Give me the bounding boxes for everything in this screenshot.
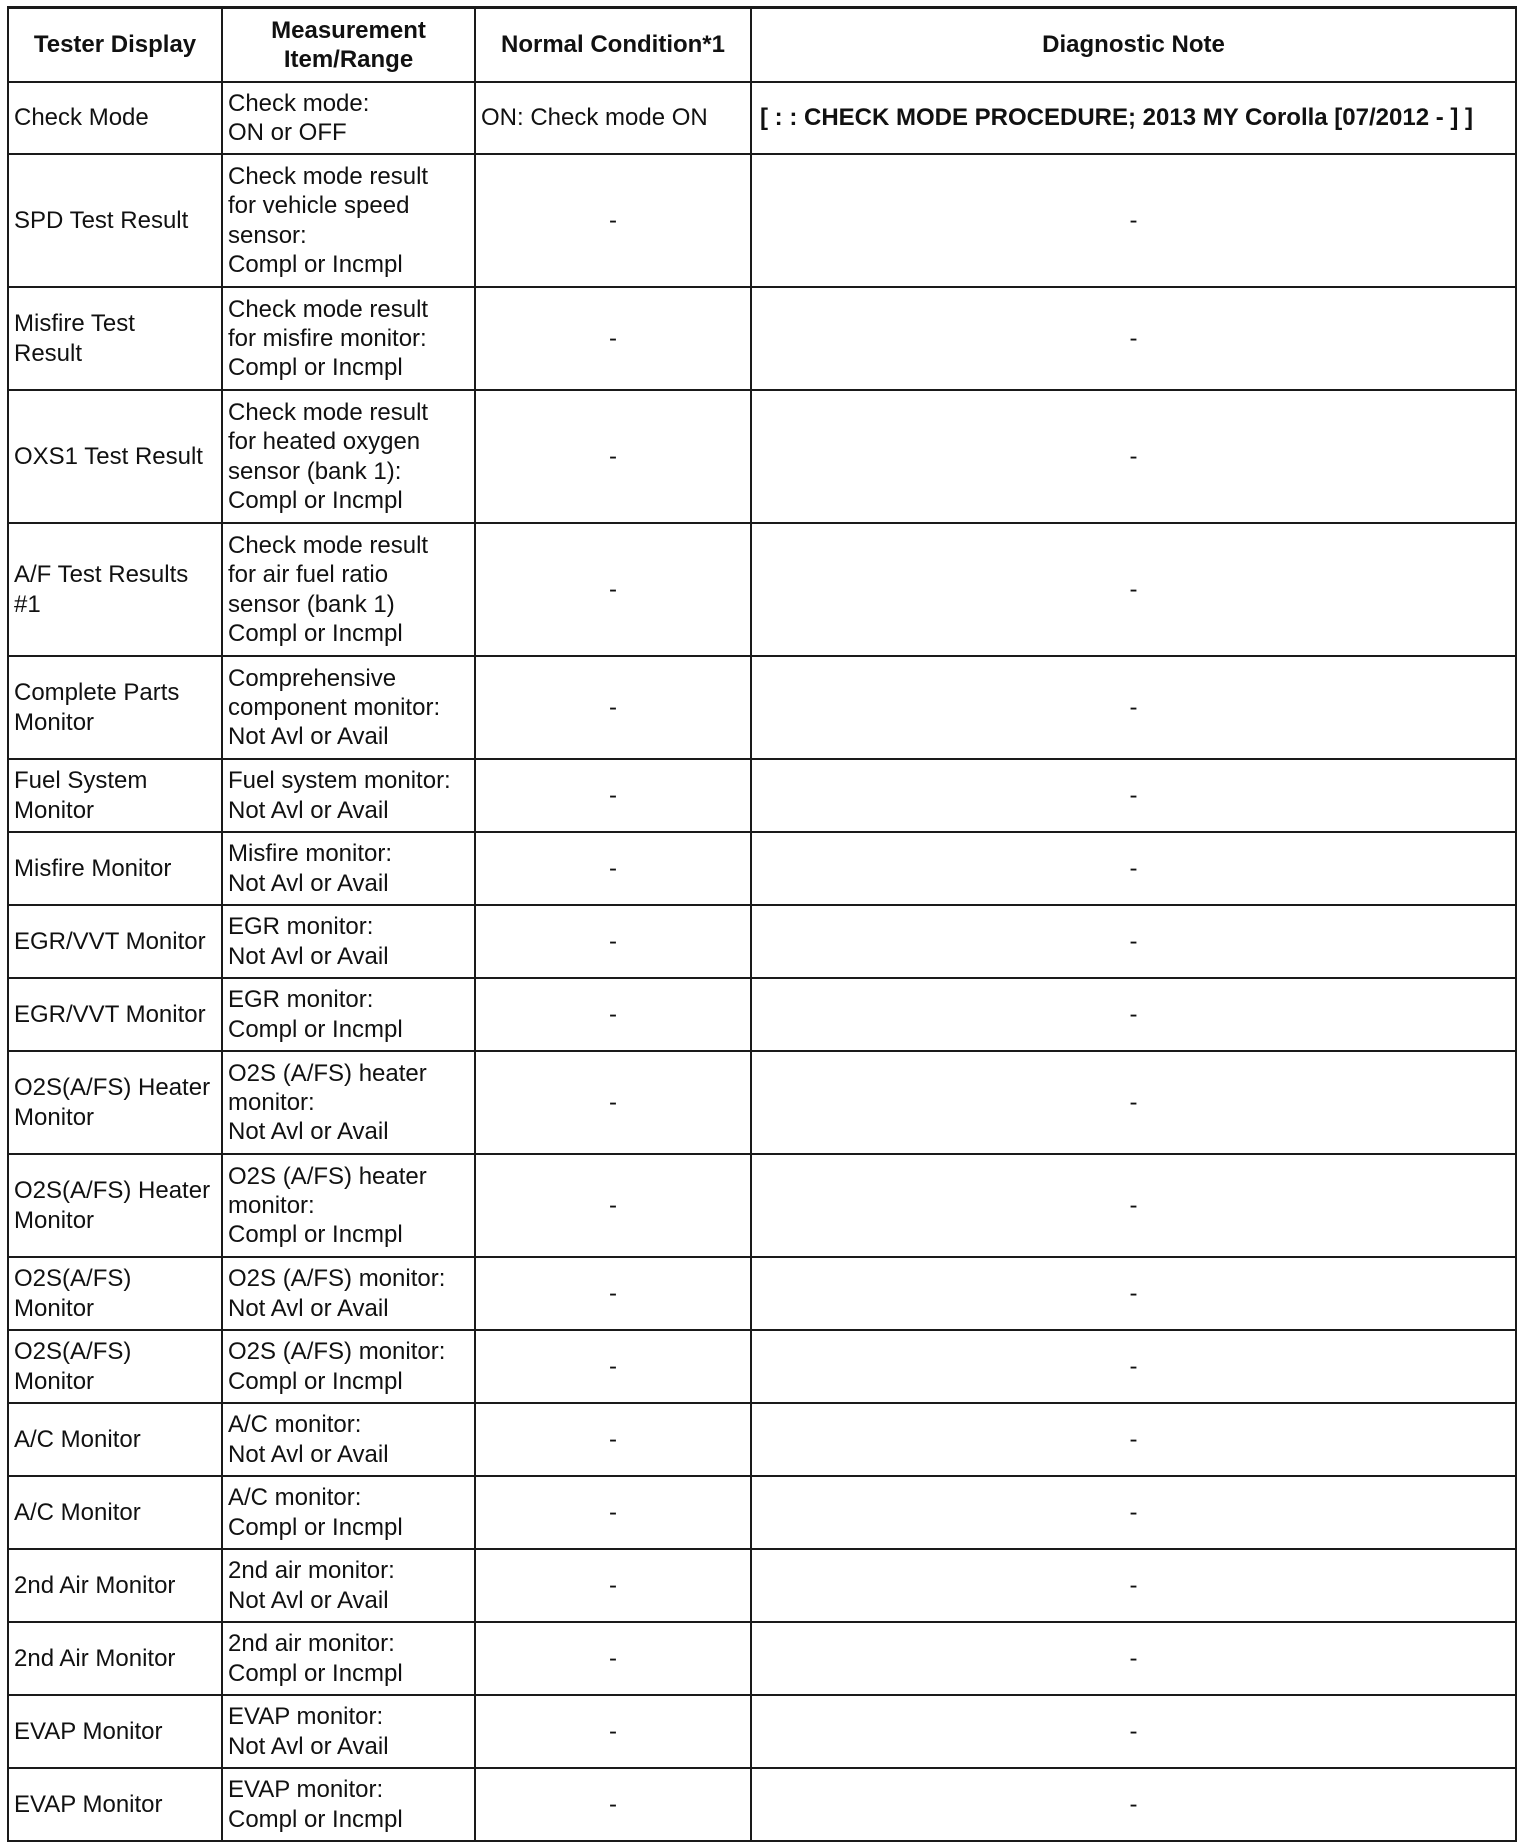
diagnostic-data-table	[7, 6, 1517, 1842]
table-row	[8, 82, 1516, 154]
cell-tester-display: EGR/VVT Monitor	[8, 978, 222, 1051]
cell-normal-condition: -	[475, 1330, 751, 1403]
table-row	[8, 1768, 1516, 1841]
cell-diagnostic-note: -	[751, 1768, 1516, 1841]
cell-tester-display: 2nd Air Monitor	[8, 1622, 222, 1695]
cell-normal-condition: -	[475, 1257, 751, 1330]
cell-measurement: O2S (A/FS) heater monitor: Not Avl or Avail	[222, 1051, 475, 1154]
cell-diagnostic-note: -	[751, 390, 1516, 523]
cell-measurement: Check mode result for misfire monitor: Compl or Incmpl	[222, 287, 475, 390]
table-row	[8, 1051, 1516, 1154]
cell-normal-condition: -	[475, 390, 751, 523]
table-row	[8, 390, 1516, 523]
cell-measurement: Misfire monitor: Not Avl or Avail	[222, 832, 475, 905]
cell-tester-display: Complete Parts Monitor	[8, 656, 222, 759]
cell-normal-condition: -	[475, 978, 751, 1051]
table-row	[8, 1476, 1516, 1549]
cell-normal-condition: -	[475, 1622, 751, 1695]
cell-diagnostic-note: -	[751, 1051, 1516, 1154]
table-row	[8, 287, 1516, 390]
cell-normal-condition: -	[475, 287, 751, 390]
cell-measurement: EVAP monitor: Compl or Incmpl	[222, 1768, 475, 1841]
cell-diagnostic-note: -	[751, 1695, 1516, 1768]
cell-measurement: EGR monitor: Not Avl or Avail	[222, 905, 475, 978]
table-row	[8, 1403, 1516, 1476]
cell-normal-condition: -	[475, 1476, 751, 1549]
cell-normal-condition: -	[475, 1695, 751, 1768]
table-row	[8, 905, 1516, 978]
table-row	[8, 154, 1516, 287]
cell-diagnostic-note: -	[751, 523, 1516, 656]
header-tester-display: Tester Display	[8, 8, 222, 83]
cell-tester-display: O2S(A/FS) Monitor	[8, 1257, 222, 1330]
cell-normal-condition: -	[475, 523, 751, 656]
table-row	[8, 759, 1516, 832]
cell-diagnostic-note: -	[751, 656, 1516, 759]
table-row	[8, 1695, 1516, 1768]
cell-tester-display: A/C Monitor	[8, 1403, 222, 1476]
table-row	[8, 1330, 1516, 1403]
cell-tester-display: O2S(A/FS) Heater Monitor	[8, 1154, 222, 1257]
cell-measurement: O2S (A/FS) heater monitor: Compl or Incmpl	[222, 1154, 475, 1257]
cell-measurement: Comprehensive component monitor: Not Avl or Avail	[222, 656, 475, 759]
cell-tester-display: Misfire Test Result	[8, 287, 222, 390]
cell-tester-display: O2S(A/FS) Monitor	[8, 1330, 222, 1403]
cell-tester-display: A/C Monitor	[8, 1476, 222, 1549]
table-row	[8, 1549, 1516, 1622]
table-row	[8, 832, 1516, 905]
table-row	[8, 978, 1516, 1051]
cell-normal-condition: -	[475, 1549, 751, 1622]
cell-normal-condition: -	[475, 905, 751, 978]
header-diagnostic-note: Diagnostic Note	[751, 8, 1516, 83]
header-measurement-line1: Measurement	[271, 16, 426, 44]
cell-tester-display: Misfire Monitor	[8, 832, 222, 905]
cell-tester-display: Fuel System Monitor	[8, 759, 222, 832]
cell-tester-display: EVAP Monitor	[8, 1695, 222, 1768]
cell-diagnostic-note: -	[751, 1549, 1516, 1622]
table-row	[8, 656, 1516, 759]
table-row	[8, 523, 1516, 656]
cell-diagnostic-note: -	[751, 1330, 1516, 1403]
cell-diagnostic-note: -	[751, 1622, 1516, 1695]
table-row	[8, 1257, 1516, 1330]
cell-tester-display: OXS1 Test Result	[8, 390, 222, 523]
cell-diagnostic-note: -	[751, 905, 1516, 978]
cell-diagnostic-note: -	[751, 1257, 1516, 1330]
cell-normal-condition: -	[475, 154, 751, 287]
cell-measurement: Check mode: ON or OFF	[222, 82, 475, 154]
cell-tester-display: 2nd Air Monitor	[8, 1549, 222, 1622]
cell-measurement: EVAP monitor: Not Avl or Avail	[222, 1695, 475, 1768]
cell-measurement: Fuel system monitor: Not Avl or Avail	[222, 759, 475, 832]
cell-measurement: Check mode result for heated oxygen sensor (bank 1): Compl or Incmpl	[222, 390, 475, 523]
cell-normal-condition: -	[475, 1768, 751, 1841]
cell-diagnostic-note: -	[751, 832, 1516, 905]
cell-normal-condition: -	[475, 1403, 751, 1476]
cell-normal-condition: -	[475, 832, 751, 905]
cell-measurement: Check mode result for vehicle speed sensor: Compl or Incmpl	[222, 154, 475, 287]
cell-tester-display: A/F Test Results #1	[8, 523, 222, 656]
cell-tester-display: EGR/VVT Monitor	[8, 905, 222, 978]
cell-measurement: 2nd air monitor: Compl or Incmpl	[222, 1622, 475, 1695]
table-row	[8, 1622, 1516, 1695]
cell-diagnostic-note: -	[751, 154, 1516, 287]
cell-measurement: O2S (A/FS) monitor: Compl or Incmpl	[222, 1330, 475, 1403]
cell-diagnostic-note: -	[751, 978, 1516, 1051]
cell-normal-condition: -	[475, 1051, 751, 1154]
check-mode-procedure-link[interactable]: [ : : CHECK MODE PROCEDURE; 2013 MY Corolla [07/2012 - ] ]	[751, 82, 1516, 154]
cell-measurement: EGR monitor: Compl or Incmpl	[222, 978, 475, 1051]
table-row	[8, 1154, 1516, 1257]
cell-measurement: 2nd air monitor: Not Avl or Avail	[222, 1549, 475, 1622]
cell-normal-condition: ON: Check mode ON	[475, 82, 751, 154]
cell-normal-condition: -	[475, 656, 751, 759]
cell-tester-display: SPD Test Result	[8, 154, 222, 287]
cell-tester-display: Check Mode	[8, 82, 222, 154]
cell-measurement: Check mode result for air fuel ratio sensor (bank 1) Compl or Incmpl	[222, 523, 475, 656]
header-measurement-item-range	[222, 8, 475, 83]
header-measurement-line2: Item/Range	[283, 46, 414, 73]
cell-diagnostic-note: -	[751, 287, 1516, 390]
cell-tester-display: EVAP Monitor	[8, 1768, 222, 1841]
cell-tester-display: O2S(A/FS) Heater Monitor	[8, 1051, 222, 1154]
cell-measurement: A/C monitor: Not Avl or Avail	[222, 1403, 475, 1476]
cell-normal-condition: -	[475, 759, 751, 832]
table-header-row	[8, 8, 1516, 83]
header-normal-condition: Normal Condition*1	[475, 8, 751, 83]
cell-normal-condition: -	[475, 1154, 751, 1257]
cell-measurement: O2S (A/FS) monitor: Not Avl or Avail	[222, 1257, 475, 1330]
cell-diagnostic-note: -	[751, 759, 1516, 832]
cell-diagnostic-note: -	[751, 1476, 1516, 1549]
cell-diagnostic-note: -	[751, 1154, 1516, 1257]
cell-measurement: A/C monitor: Compl or Incmpl	[222, 1476, 475, 1549]
cell-diagnostic-note: -	[751, 1403, 1516, 1476]
